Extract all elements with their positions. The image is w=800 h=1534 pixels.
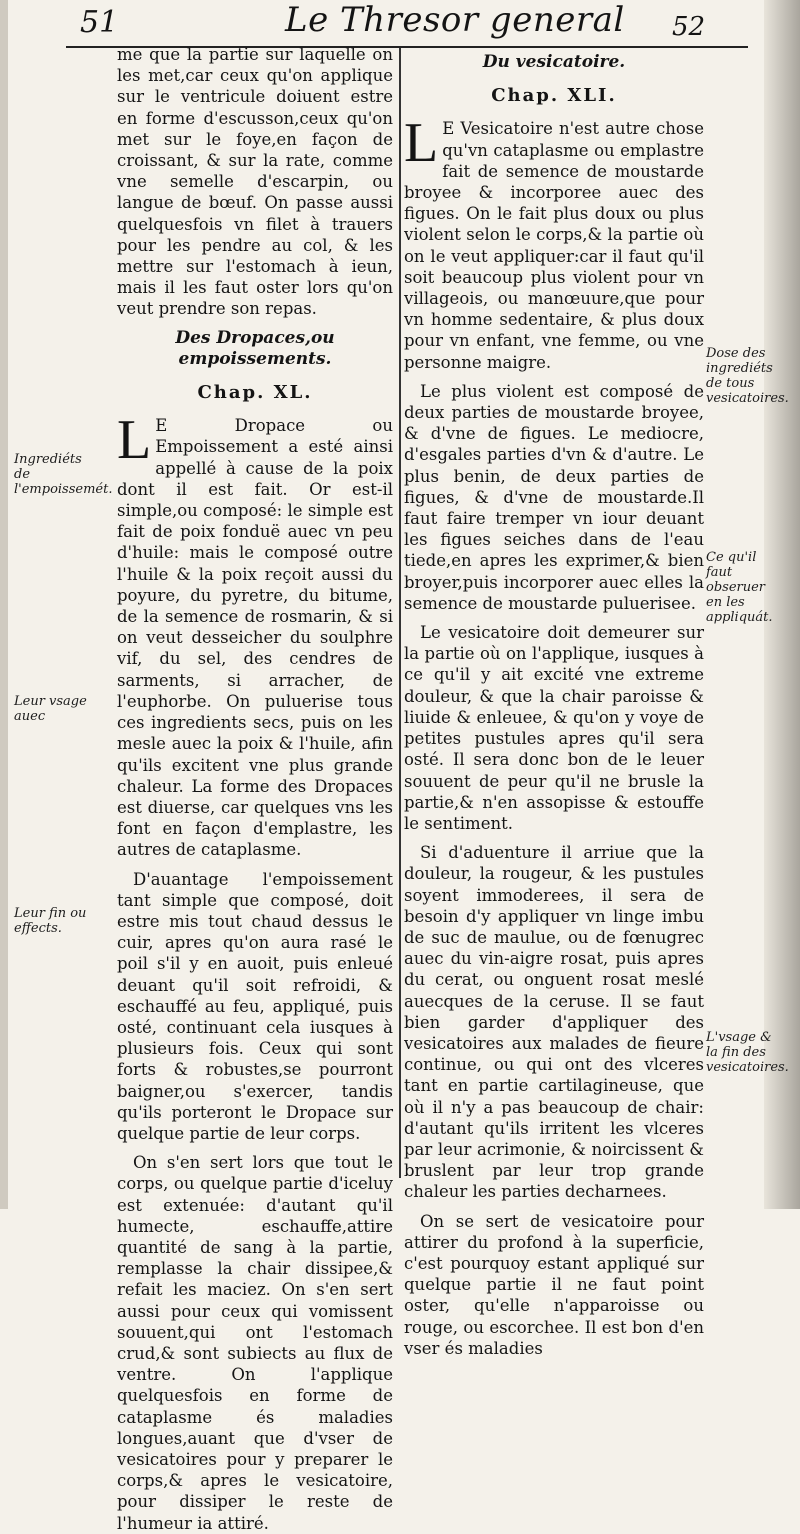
paragraph-text: E Dropace ou Empoissement a esté ainsi appellé à cause de la poix dont il est fait. Or est-il simple,ou composé: le simple est fait de poix fonduë auec vn peu d'huile: mais le composé outre l'huile & la poix reçoit aussi du poyure, du pyretre, du bitume, de la semence de rosmarin, & si on veut desseicher du soulphre vif, du sel, des cendres de sarments, si arracher, de l'euphorbe. On puluerise tous ces ingredients secs, puis on les mesle auec la poix & l'huile, afin qu'ils excitent vne plus grande chaleur. La forme des Dropaces est diuerse, car quelques vns les font en façon d'emplastre, les autres de cataplasme. [117, 416, 393, 860]
section-title-vesicatoire: Du vesicatoire. [482, 52, 626, 72]
drop-cap: L [404, 112, 439, 175]
paragraph-composition: Le plus violent est composé de deux parties de moustarde broyee, & d'vne de figues. Le mediocre, d'esgales parties d'vn & d'autre. Le plus benin, de deux parties de figues, & d'vne de moustarde.Il faut faire tremper vn iour deuant les figues seiches dans de l'eau tiede,en apres les exprimer,& bien broyer,puis incorporer auec elles la semence de moustarde puluerisee. [404, 381, 704, 613]
paragraph-text: E Vesicatoire n'est autre chose qu'vn cataplasme ou emplastre fait de semence de moustarde broyee & incorporee auec des figues. On le fait plus doux ou plus violent selon le corps,& la partie où on le veut appliquer:car il faut qu'il soit beaucoup plus violent pour vn villageois, ou manœuure,que pour vn homme sedentaire, & plus doux pour vn enfant, vne femme, ou vne personne maigre. [404, 119, 704, 372]
chapter-heading-xli: Chap. XLI. [491, 85, 617, 107]
running-head: Le Thresor general [285, 0, 625, 40]
margin-note-observe: Ce qu'il faut obseruer en les appliquát. [706, 550, 773, 625]
margin-note-usage-end: L'vsage & la fin des vesicatoires. [706, 1030, 789, 1075]
page-number-right: 52 [672, 12, 706, 42]
paragraph-duration: Le vesicatoire doit demeurer sur la partie où on l'applique, iusques à ce qu'il y ait excité vne extreme douleur, & que la chair paroisse & liuide & enleuee, & qu'on y voye de petites pustules apres qu'il sera osté. Il sera donc bon de le leuer souuent de peur qu'il ne brusle la partie,& n'en assopisse & estouffe le sentiment. [404, 623, 704, 833]
margin-note-dose: Dose des ingrediéts de tous vesicatoires. [706, 346, 789, 406]
paragraph-uses: On s'en sert lors que tout le corps, ou quelque partie d'iceluy est extenuée: d'autant qu'il humecte, eschauffe,attire quantité de sang à la partie, remplasse la chair dissipee,& refait les maciez. On s'en sert aussi pour ceux qui vomissent souuent,qui ont l'estomach crud,& sont subiects au flux de ventre. On l'applique quelquesfois en forme de cataplasme és maladies longues,auant que d'vser de vesicatoires pour y preparer le corps,& apres le vesicatoire, pour dissiper le reste de l'humeur ia attiré. [117, 1153, 393, 1533]
paragraph-remedies: Si d'aduenture il arriue que la douleur, la rougeur, & les pustules soyent immoderees, il sera de besoin d'y appliquer vn linge imbu de suc de maulue, ou de fœnugrec auec du vin-aigre rosat, puis apres du cerat, ou onguent rosat meslé auecques de la ceruse. Il se faut bien garder d'appliquer des vesicatoires aux malades de fieure continue, ou qui ont des vlceres tant en partie cartilagineuse, que où il n'y a pas beaucoup de chair: d'autant qu'ils irritent les vlceres par leur acrimonie, & noircissent & bruslent par leur trop grande chaleur les parties decharnees. [404, 843, 704, 1202]
paragraph-vesicatoire-intro [404, 112, 704, 372]
page-number-left: 51 [80, 5, 119, 40]
intro-paragraph: me que la partie sur laquelle on les met,car ceux qu'on applique sur le ventricule doiuent estre en forme d'escusson,ceux qu'on met sur le foye,en façon de croissant, & sur la rate, comme vne semelle d'escarpin, ou langue de bœuf. On passe aussi quelquesfois vn filet à trauers pour les pendre au col, & les mettre sur l'estomach à ieun, mais il les faut oster lors qu'on veut prendre son repas. [117, 45, 393, 319]
paragraph-purpose: On se sert de vesicatoire pour attirer du profond à la superficie, c'est pourquoy estant appliqué sur quelque partie il ne faut point oster, qu'elle n'apparoisse ou rouge, ou escorchee. Il est bon d'en vser és maladies [404, 1211, 704, 1358]
section-title-dropaces: Des Dropaces,ou empoissements. [175, 327, 335, 369]
right-column [404, 44, 704, 1359]
paragraph-dropace-intro [117, 409, 393, 860]
margin-note-usage: Leur vsage auec [14, 694, 87, 724]
margin-note-ingredients: Ingrediéts de l'empoissemét. [14, 452, 113, 497]
margin-note-end-effects: Leur fin ou effects. [14, 906, 87, 936]
chapter-heading-xl: Chap. XL. [197, 382, 313, 404]
column-divider [399, 48, 401, 1178]
paragraph-application: D'auantage l'empoissement tant simple que composé, doit estre mis tout chaud dessus le cuir, apres qu'on aura rasé le poil s'il y en auoit, puis enleué deuant qu'il soit refroidi, & eschauffé au feu, appliqué, puis osté, continuant cela iusques à plusieurs fois. Ceux qui sont forts & robustes,se pourront baigner,ou s'exercer, tandis qu'ils porteront le Dropace sur quelque partie de leur corps. [117, 869, 393, 1143]
drop-cap: L [117, 409, 152, 472]
left-column [117, 44, 393, 1534]
page-edge-left [0, 0, 8, 1209]
